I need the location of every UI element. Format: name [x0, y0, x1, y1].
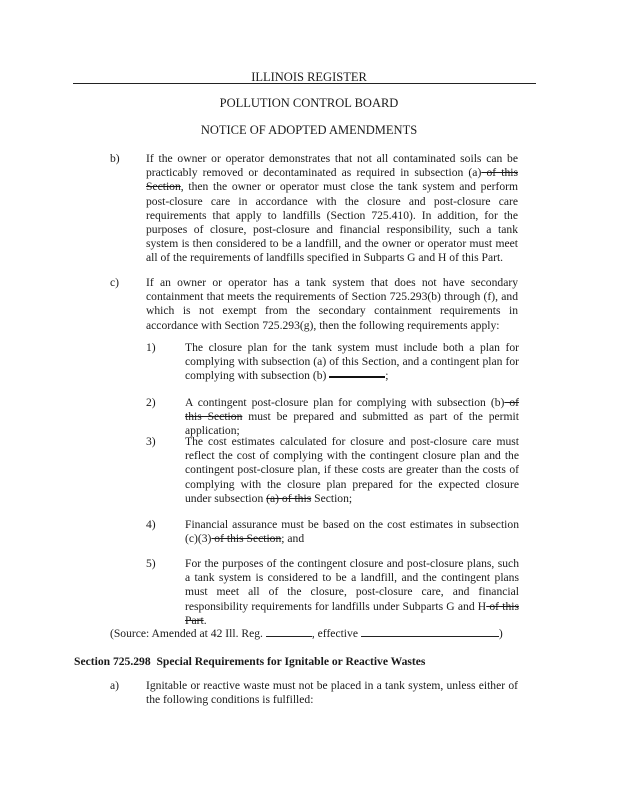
section-heading [74, 655, 425, 669]
item-5-text-2: . [203, 613, 207, 627]
source-text-2: , effective [311, 627, 361, 640]
item-2-text-2: must be prepared and submitted as part of the permit application; [185, 410, 519, 438]
item-4-deleted-text: of this Section [211, 532, 282, 546]
item-3-number: 3) [146, 435, 156, 448]
item-2-text-1: A contingent post-closure plan for complying with subsection (b) [185, 396, 505, 409]
item-2-text [185, 396, 519, 439]
item-5-deleted-text: of this Part [185, 599, 519, 627]
item-1-number: 1) [146, 341, 156, 354]
item-2-deleted-text: of this Section [185, 396, 520, 424]
source-note [110, 626, 530, 641]
para-a-label: a) [110, 679, 120, 692]
para-b-text-2: , then the owner or operator must close the tank system and perform post-closure care in accordance with the closure and post-closure care requirements that apply to landfills (Section 725.410). In addition, for the purposes of closure, post-closure and financial responsibility, such a tank system is then considered to be a landfill, and the owner or operator must meet all of the requirements of landfills specified in Subparts G and H of this Part. [146, 180, 518, 265]
item-3-text-2: Section; [311, 491, 353, 505]
item-4-text-1: Financial assurance must be based on the cost estimates in subsection (c)(3) [185, 518, 519, 546]
para-b-text [146, 152, 518, 266]
para-b-deleted-text: of this Section [146, 166, 518, 194]
item-3-deleted-text: (a) of this [266, 491, 312, 505]
item-4-text [185, 518, 519, 546]
board-title: POLLUTION CONTROL BOARD [219, 96, 399, 110]
item-2-number: 2) [146, 396, 156, 409]
notice-title: NOTICE OF ADOPTED AMENDMENTS [200, 123, 418, 137]
para-b-label: b) [110, 152, 120, 165]
source-text-3: ) [498, 627, 503, 640]
reg-blank [266, 626, 312, 637]
item-4-number: 4) [146, 518, 156, 531]
item-4-text-2: ; and [281, 532, 305, 546]
source-text-1: (Source: Amended at 42 Ill. Reg. [110, 627, 266, 640]
item-1-text-2: ; [385, 369, 389, 383]
item-1-text-1: The closure plan for the tank system must include both a plan for complying with subsection (a) of this Section, and a contingent plan for complying with subsection (b) [185, 341, 519, 383]
effective-date-blank [361, 626, 499, 637]
section-title: Special Requirements for Ignitable or Reactive Wastes [156, 655, 426, 668]
section-number: Section 725.298 [74, 655, 151, 668]
item-3-text [185, 435, 519, 506]
register-title: ILLINOIS REGISTER [251, 70, 367, 84]
item-1-text [185, 341, 519, 384]
para-c-text: If an owner or operator has a tank system that does not have secondary containment that meets the requirements of Section 725.293(b) through (f), and which is not exempt from the secondary containment requirements in accordance with Section 725.293(g), then the following requirements apply: [146, 276, 518, 332]
para-c-label: c) [110, 276, 120, 289]
item-3-text-1: The cost estimates calculated for closure and post-closure care must reflect the cost of complying with the contingent closure plan and the contingent post-closure plan, if these costs are greater than the costs of complying with the closure plan prepared for the expected closure under subsection [185, 435, 519, 505]
item-5-number: 5) [146, 557, 156, 570]
para-a-text: Ignitable or reactive waste must not be placed in a tank system, unless either of the following conditions is fulfilled: [146, 679, 518, 707]
item-5-text [185, 557, 519, 628]
para-b-text-1: If the owner or operator demonstrates that not all contaminated soils can be practicably removed or decontaminated as required in subsection (a) [146, 152, 518, 180]
item-5-text-1: For the purposes of the contingent closure and post-closure plans, such a tank system is considered to be a landfill, and the contingent plans must meet all of the closure, post-closure care, and financial responsibility requirements for landfills under Subparts G and H [185, 557, 519, 613]
redacted-mark [329, 376, 385, 378]
